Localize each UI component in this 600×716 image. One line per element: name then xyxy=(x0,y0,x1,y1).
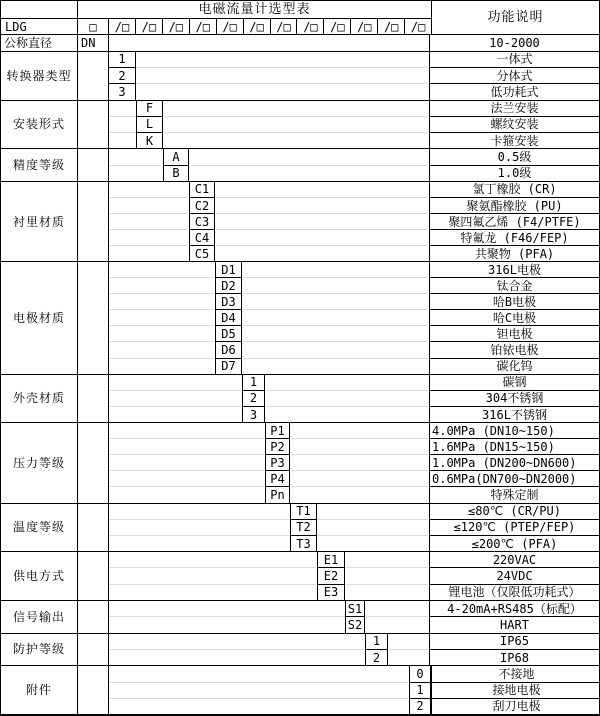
desc-cell: 铂铱电极 xyxy=(430,342,599,358)
code-cell: 1 xyxy=(243,375,264,391)
code-cell: P4 xyxy=(266,471,289,487)
code-column xyxy=(365,634,388,666)
section-label: 供电方式 xyxy=(1,552,78,600)
section-label: 衬里材质 xyxy=(1,182,78,261)
table-title: 电磁流量计选型表 xyxy=(198,2,311,17)
desc-cell: HART xyxy=(500,617,529,632)
code-cell: 2 xyxy=(109,68,135,84)
dn-column-spacer xyxy=(78,552,109,600)
desc-cell: 螺纹安装 xyxy=(430,117,599,133)
band-pressure-rating xyxy=(1,422,599,502)
desc-cell: 316L电极 xyxy=(430,262,599,278)
dn-column-spacer xyxy=(78,504,109,552)
mid-spacer xyxy=(242,262,429,373)
code-cell: D6 xyxy=(216,342,241,358)
header-left xyxy=(1,1,431,34)
section-label: 压力等级 xyxy=(1,423,78,502)
code-cell: D1 xyxy=(216,262,241,278)
desc-cell: 碳钢 xyxy=(430,375,599,391)
model-slot: /□ xyxy=(271,19,298,34)
desc-cell: 一体式 xyxy=(430,52,599,68)
code-cell: C2 xyxy=(190,198,214,214)
band-converter-type xyxy=(1,51,599,100)
mid-spacer xyxy=(109,666,409,714)
section-label: 防护等级 xyxy=(1,634,78,666)
section-label: 安装形式 xyxy=(1,101,78,149)
code-cell: 3 xyxy=(118,84,126,99)
desc-cell: 0.6MPa(DN700~DN2000) xyxy=(430,471,599,487)
code-cell: C3 xyxy=(190,214,214,230)
desc-cell: 1.6MPa (DN15~150) xyxy=(430,439,599,455)
code-column xyxy=(109,52,136,100)
model-slot: /□ xyxy=(244,19,271,34)
code-cell: D4 xyxy=(216,310,241,326)
code-cell: P2 xyxy=(266,439,289,455)
dn-column-spacer xyxy=(78,666,109,714)
model-slot: /□ xyxy=(217,19,244,34)
code-cell: K xyxy=(145,133,154,148)
desc-cell: 304不锈钢 xyxy=(430,391,599,407)
code-cell: E3 xyxy=(323,585,339,600)
code-cell: D2 xyxy=(216,278,241,294)
desc-cell: 不接地 xyxy=(432,666,600,682)
desc-cell: 316L不锈钢 xyxy=(482,407,547,422)
band-accessories xyxy=(1,665,599,714)
code-cell: C4 xyxy=(190,230,214,246)
code-cell: C5 xyxy=(194,246,210,261)
desc-cell: 钽电极 xyxy=(430,326,599,342)
code-cell: B xyxy=(172,166,180,181)
dn-column-spacer xyxy=(78,149,109,181)
code-cell: T3 xyxy=(296,536,311,551)
code-column xyxy=(189,182,215,261)
desc-cell: 24VDC xyxy=(430,568,599,584)
desc-column xyxy=(429,552,599,600)
desc-column xyxy=(429,52,599,100)
desc-column xyxy=(429,149,599,181)
code-cell: 2 xyxy=(416,699,424,714)
desc-cell: 法兰安装 xyxy=(430,101,599,117)
dn-column-spacer xyxy=(78,262,109,373)
code-column xyxy=(136,101,163,149)
desc-cell: 碳化钨 xyxy=(496,359,533,374)
code-cell: S1 xyxy=(347,601,363,616)
code-cell: 1 xyxy=(109,52,135,68)
table-header xyxy=(1,1,599,34)
desc-column xyxy=(429,634,599,666)
code-cell: C1 xyxy=(190,182,214,198)
mid-spacer xyxy=(345,552,429,600)
desc-cell: 氯丁橡胶 (CR) xyxy=(430,182,599,198)
desc-column xyxy=(429,35,599,51)
mid-spacer xyxy=(163,101,429,149)
title-row xyxy=(1,1,431,19)
model-slot: /□ xyxy=(351,19,378,34)
mid-spacer xyxy=(290,423,429,502)
mid-spacer xyxy=(109,601,345,633)
desc-cell: 卡箍安装 xyxy=(490,133,539,148)
model-slot: /□ xyxy=(190,19,217,34)
dn-column-spacer xyxy=(78,52,109,100)
dn-column-spacer xyxy=(78,634,109,666)
desc-cell: IP65 xyxy=(430,634,599,650)
mid-spacer xyxy=(215,182,429,261)
band-lining-material xyxy=(1,181,599,261)
desc-cell: 10-2000 xyxy=(489,35,540,50)
model-slot: /□ xyxy=(136,19,163,34)
desc-column xyxy=(429,101,599,149)
code-cell: T2 xyxy=(291,520,316,536)
code-cell: 3 xyxy=(249,407,258,422)
desc-column xyxy=(429,601,599,633)
code-cell: D3 xyxy=(216,294,241,310)
dn-column-spacer xyxy=(78,375,109,423)
desc-cell: 分体式 xyxy=(430,68,599,84)
code-cell: F xyxy=(137,101,162,117)
section-label: 公称直径 xyxy=(1,35,78,51)
model-slot: /□ xyxy=(324,19,351,34)
code-column xyxy=(242,375,265,423)
model-first-box: □ xyxy=(78,19,109,34)
desc-cell: 0.5级 xyxy=(430,149,599,165)
band-installation xyxy=(1,100,599,149)
desc-cell: 锂电池（仅限低功耗式） xyxy=(448,585,581,600)
code-cell: 2 xyxy=(372,650,381,665)
code-cell: P3 xyxy=(266,455,289,471)
mid-spacer xyxy=(109,262,215,373)
band-power-supply xyxy=(1,551,599,600)
model-slot: /□ xyxy=(109,19,136,34)
code-column xyxy=(409,666,431,714)
band-electrode-material xyxy=(1,261,599,373)
desc-column xyxy=(429,182,599,261)
desc-column xyxy=(429,504,599,552)
desc-cell: 4-20mA+RS485（标配） xyxy=(430,601,599,617)
model-slot: /□ xyxy=(410,19,426,34)
band-signal-output xyxy=(1,600,599,633)
code-column xyxy=(265,423,290,502)
section-label: 外壳材质 xyxy=(1,375,78,423)
model-slot: /□ xyxy=(163,19,190,34)
desc-cell: 共聚物 (PFA) xyxy=(474,246,555,261)
code-cell: Pn xyxy=(270,487,285,502)
function-column-header: 功能说明 xyxy=(431,1,599,34)
code-cell: S2 xyxy=(347,617,363,632)
band-temperature-rating xyxy=(1,503,599,552)
code-cell: D5 xyxy=(216,326,241,342)
model-prefix: LDG xyxy=(1,19,78,34)
desc-cell: ≤200℃ (PFA) xyxy=(471,536,558,551)
mid-spacer xyxy=(136,52,429,100)
mid-spacer xyxy=(365,601,429,633)
mid-spacer xyxy=(109,504,290,552)
band-nominal-diameter xyxy=(1,34,599,51)
code-column xyxy=(317,552,345,600)
desc-cell: 刮刀电极 xyxy=(492,699,541,714)
model-slot: /□ xyxy=(378,19,405,34)
mid-spacer xyxy=(189,149,429,181)
desc-cell: 4.0MPa (DN10~150) xyxy=(430,423,599,439)
mid-spacer xyxy=(109,634,365,666)
desc-column xyxy=(429,262,599,373)
diameter-code: DN xyxy=(78,35,109,51)
desc-column xyxy=(429,423,599,502)
desc-cell: 钛合金 xyxy=(430,278,599,294)
desc-cell: 特氟龙 (F46/FEP) xyxy=(430,230,599,246)
code-cell: E2 xyxy=(318,568,344,584)
desc-cell: 聚氨酯橡胶 (PU) xyxy=(430,198,599,214)
desc-cell: 1.0级 xyxy=(497,166,532,181)
mid-spacer xyxy=(109,423,265,502)
section-label: 电极材质 xyxy=(1,262,78,373)
section-label: 温度等级 xyxy=(1,504,78,552)
code-cell: L xyxy=(137,117,162,133)
desc-column xyxy=(429,375,599,423)
model-code-row xyxy=(1,19,431,34)
code-cell: 2 xyxy=(243,391,264,407)
section-label: 转换器类型 xyxy=(1,52,78,100)
dn-column-spacer xyxy=(78,101,109,149)
mid-spacer xyxy=(109,149,163,181)
desc-cell: 低功耗式 xyxy=(490,84,539,99)
desc-cell: 哈B电极 xyxy=(430,294,599,310)
code-cell: D7 xyxy=(221,359,236,374)
code-cell: T1 xyxy=(291,504,316,520)
code-cell: 0 xyxy=(410,666,430,682)
mid-spacer xyxy=(388,634,429,666)
dn-column-spacer xyxy=(78,423,109,502)
band-housing-material xyxy=(1,374,599,423)
code-cell: 1 xyxy=(366,634,387,650)
desc-cell: 哈C电极 xyxy=(430,310,599,326)
section-label: 附件 xyxy=(1,666,78,714)
title-spacer-cell xyxy=(1,1,78,18)
code-column xyxy=(163,149,189,181)
mid-spacer xyxy=(109,101,136,149)
desc-cell: 1.0MPa (DN200~DN600) xyxy=(430,455,599,471)
desc-cell: 接地电极 xyxy=(432,683,600,699)
code-column xyxy=(290,504,317,552)
desc-column xyxy=(431,666,600,714)
dn-column-spacer xyxy=(78,601,109,633)
mid-spacer xyxy=(317,504,429,552)
code-column xyxy=(215,262,242,373)
mid-spacer xyxy=(265,375,429,423)
desc-cell: IP68 xyxy=(500,650,529,665)
dn-column-spacer xyxy=(78,182,109,261)
section-label: 精度等级 xyxy=(1,149,78,181)
code-cell: A xyxy=(164,149,188,165)
code-cell: 1 xyxy=(410,683,430,699)
section-label: 信号输出 xyxy=(1,601,78,633)
code-column xyxy=(345,601,365,633)
desc-cell: 220VAC xyxy=(430,552,599,568)
band-accuracy xyxy=(1,148,599,181)
mid-spacer xyxy=(109,182,189,261)
band-protection-rating xyxy=(1,633,599,666)
mid-spacer xyxy=(109,35,429,51)
code-cell: E1 xyxy=(318,552,344,568)
model-slot: /□ xyxy=(297,19,324,34)
desc-cell: ≤120℃ (PTEP/FEP) xyxy=(430,520,599,536)
mid-spacer xyxy=(109,552,317,600)
desc-cell: ≤80℃ (CR/PU) xyxy=(430,504,599,520)
desc-cell: 特殊定制 xyxy=(490,487,539,502)
mid-spacer xyxy=(109,375,242,423)
code-cell: P1 xyxy=(266,423,289,439)
desc-cell: 聚四氟乙烯 (F4/PTFE) xyxy=(430,214,599,230)
